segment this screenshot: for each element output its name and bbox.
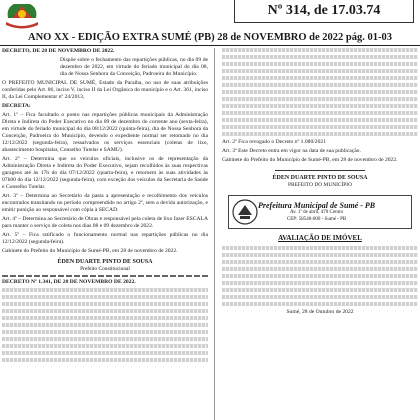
right-article-2: Art. 2º Fica revogado o Decreto nº 1.080/2021 — [222, 139, 326, 145]
article-4: Art. 4º – Determina ao Secretário de Obras e responsável pela coleta de lixo fazer ESCALA para manter o serviço de coleta nos dias 08 e 09 dezembro de 2022. — [2, 216, 208, 229]
municipal-coat-of-arms-icon — [2, 0, 42, 30]
faded-decree-text — [2, 288, 208, 362]
right-article-3: Art. 3º Este Decreto entra em vigor na data de sua publicação. — [222, 148, 361, 154]
prefecture-stamp — [228, 195, 412, 229]
article-5: Art. 5º – Fica ratificado o funcionamento normal nas repartições públicas no dia 12/12/2022 (segunda-feira). — [2, 232, 208, 245]
right-gabinete-line: Gabinete do Prefeito do Município de Sumé-PB, em 28 de novembro de 2022. — [222, 157, 398, 163]
faded-article-text — [222, 48, 418, 136]
stamp-cep: CEP: 58540-000 - Sumé - PB — [286, 216, 347, 222]
column-divider — [214, 48, 215, 420]
right-signer-name: ÉDEN DUARTE PINTO DE SOUSA — [272, 175, 368, 181]
header-rule — [0, 45, 420, 46]
signer-name: ÉDEN DUARTE PINTO DE SOUSA — [57, 259, 153, 265]
issue-number: Nº 314, de 17.03.74 — [234, 0, 414, 23]
masthead — [0, 0, 420, 30]
article-3: Art. 3º – Determina ao Secretário da pasta a apresentação e recolhimento dos veículos encontrados transitando no período compreendido no artigo 2º, sem a devida autorização, e emitir punição ao responsável com cópia à SECAD. — [2, 193, 208, 213]
right-signer-role: PREFEITO DO MUNICÍPIO — [288, 182, 352, 188]
edition-banner: ANO XX - EDIÇÃO EXTRA SUMÉ (PB) 28 de NOVEMBRO de 2022 pág. 01-03 — [27, 32, 392, 43]
municipal-seal-icon — [232, 199, 258, 225]
signature-line — [275, 170, 365, 171]
section-rule — [2, 275, 208, 277]
stamp-title: Prefeitura Municipal de Sumé - PB — [258, 200, 376, 210]
article-1: Art. 1º – Fica facultado o ponto nas repartições públicas municipais da Administração Direta e Indireta do Poder Executivo no dia 09 de dezembro do corrente ano (sexta-feira), em virtude do feriado municipal do dia 08/12/2022 (quinta-feira), dia de Nossa Senhora da Conceição, Padroeira do Município, devendo o expediente normal ser retomado no dia 12/12/2022 (segunda-feira), ressalvados os serviços essenciais (coletas de lixo, abastecimento hospitalar, Conselho Tutelar e SAMU). — [2, 112, 208, 153]
decreta-label: DECRETA: — [2, 103, 31, 109]
decree-preamble: O PREFEITO MUNICIPAL DE SUMÉ, Estado da Paraíba, no uso de suas atribuições conferidas pelo Art. 86, inciso V, inciso II da Lei Orgânica do município e o Art. 361, inciso II, da Lei Complementar nº 24/2013, — [2, 80, 208, 100]
faded-evaluation-text — [222, 246, 418, 306]
decree-ementa: Dispõe sobre o fechamento das repartições públicas, no dia 09 de dezembro de 2022, em virtude do feriado municipal do dia 08, dia de Nossa Senhora da Conceição, Padroeira do Município. — [60, 57, 208, 77]
evaluation-date: Sumé, 28 de Outubro de 2022 — [286, 309, 354, 315]
left-column — [2, 48, 208, 365]
gabinete-line: Gabinete do Prefeito do Município de Sumé-PB, em 28 de novembro de 2022. — [2, 248, 178, 254]
decree-title: DECRETO, DE 28 DE NOVEMBRO DE 2022. — [2, 48, 115, 54]
signer-role: Prefeito Constitucional — [80, 266, 130, 272]
article-2: Art. 2º – Determina que os veículos oficiais, inclusive os de representação da Administração Direta e Indireta do Poder Executivo, sejam recolhidos às suas respectivas garagens até às 17h do dia 07/12/2022 (quarta-feira), e retornem às suas atividades às 07h00 do dia 12/12/2022 (segunda-feira), com exceção dos veículos da Secretaria de Saúde e Conselho Tutelar. — [2, 156, 208, 190]
evaluation-title: AVALIAÇÃO DE IMÓVEL — [278, 234, 362, 242]
right-column — [222, 48, 418, 318]
stamp-address: Av. 1º de abril, 470 Centro — [289, 209, 344, 215]
second-decree-title: DECRETO Nº 1.341, DE 28 DE NOVEMBRO DE 2022. — [2, 279, 136, 285]
